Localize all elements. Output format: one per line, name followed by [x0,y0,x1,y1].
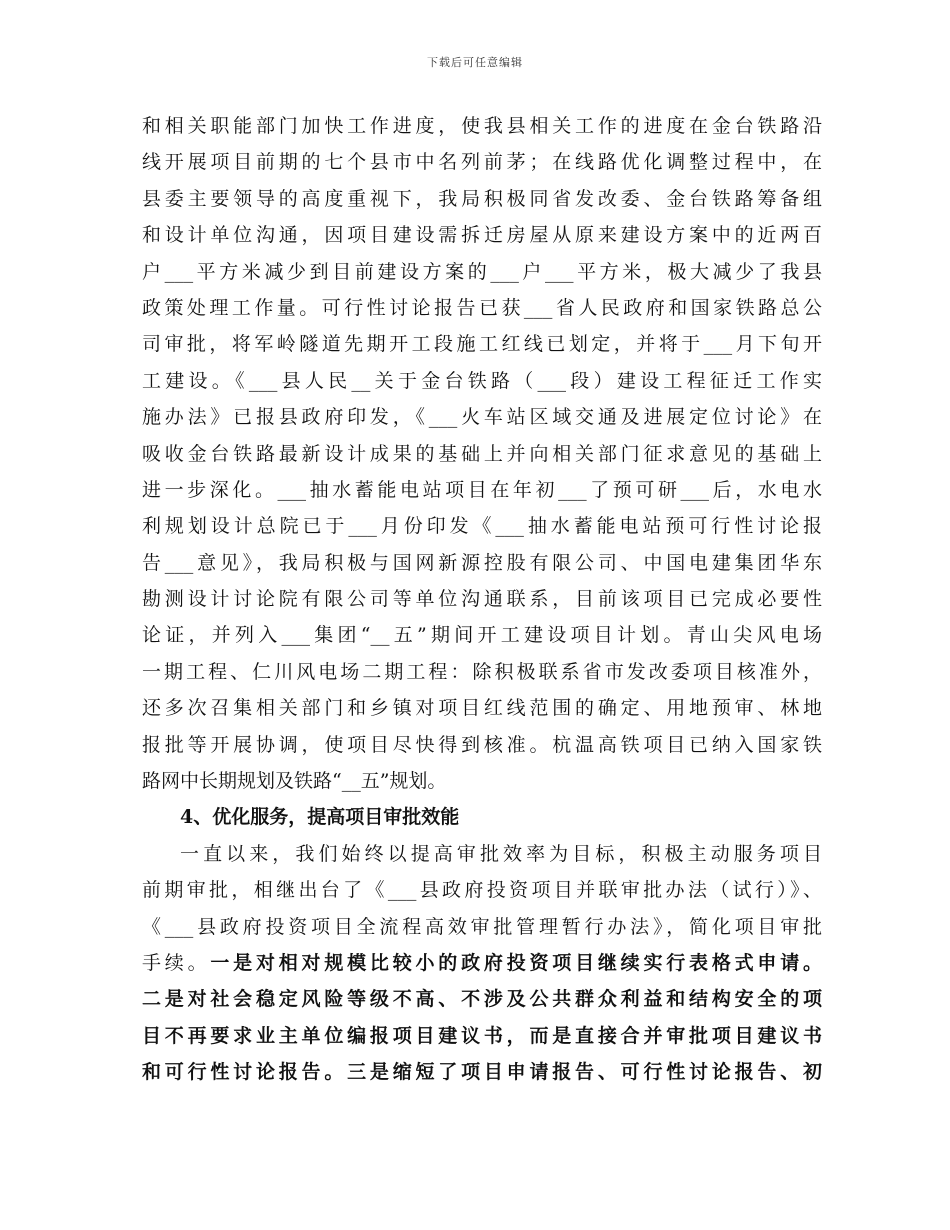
text-line: 和相关职能部门加快工作进度，使我县相关工作的进度在金台铁路沿 [142,115,822,137]
text-line: 工建设。《___县人民__关于金台铁路（___段）建设工程征迁工作实 [142,369,822,392]
bold-text-line: 二是对社会稳定风险等级不高、不涉及公共群众利益和结构安全的项 [142,988,822,1011]
text-line: 司审批，将军岭隧道先期开工段施工红线已划定，并将于___月下旬开 [142,333,822,356]
text-line: 前期审批，相继出台了《___县政府投资项目并联审批办法（试行）》、 [142,879,822,902]
text-line: 线开展项目前期的七个县市中名列前茅；在线路优化调整过程中，在 [142,151,822,174]
text-line: 和设计单位沟通，因项目建设需拆迁房屋从原来建设方案中的近两百 [142,224,822,247]
text-line: 政策处理工作量。可行性讨论报告已获___省人民政府和国家铁路总公 [142,296,822,319]
text-line: 报批等开展协调，使项目尽快得到核准。杭温高铁项目已纳入国家铁 [142,733,822,756]
text-line: 户___平方米减少到目前建设方案的___户___平方米，极大减少了我县 [142,260,822,283]
page-header: 下载后可任意编辑 [427,56,523,69]
text-line: 利规划设计总院已于___月份印发《___抽水蓄能电站预可行性讨论报 [142,515,822,538]
bold-text-line: 目不再要求业主单位编报项目建议书，而是直接合并审批项目建议书 [142,1024,822,1047]
text-segment: 手续。 [142,951,211,974]
text-line: 一期工程、仁川风电场二期工程：除积极联系省市发改委项目核准外， [142,660,822,683]
text-line: 《___县政府投资项目全流程高效审批管理暂行办法》，简化项目审批 [142,915,822,938]
text-line: 还多次召集相关部门和乡镇对项目红线范围的确定、用地预审、林地 [142,697,822,720]
text-line: 施办法》已报县政府印发，《___火车站区域交通及进展定位讨论》在 [142,406,822,429]
bold-text-segment: 一是对相对规模比较小的政府投资项目继续实行表格式申请。 [210,951,822,974]
text-line: 路网中长期规划及铁路“__五”规划。 [142,770,447,793]
document-body [142,108,822,1091]
text-line: 一直以来，我们始终以提高审批效率为目标，积极主动服务项目 [180,842,822,865]
text-line: 进一步深化。___抽水蓄能电站项目在年初___了预可研___后，水电水 [142,478,822,501]
text-line: 吸收金台铁路最新设计成果的基础上并向相关部门征求意见的基础上 [142,442,822,465]
text-line: 告___意见》，我局积极与国网新源控股有限公司、中国电建集团华东 [142,551,822,574]
section-heading: 4、优化服务，提高项目审批效能 [180,806,460,829]
paragraph-approval-efficiency [142,836,822,1091]
bold-text-line: 和可行性讨论报告。三是缩短了项目申请报告、可行性讨论报告、初 [142,1061,822,1084]
text-line: 县委主要领导的高度重视下，我局积极同省发改委、金台铁路筹备组 [142,187,822,210]
text-line: 勘测设计讨论院有限公司等单位沟通联系，目前该项目已完成必要性 [142,588,822,611]
text-line [142,945,822,981]
paragraph-railway-projects [142,108,822,799]
text-line: 论证，并列入___集团“__五”期间开工建设项目计划。青山尖风电场 [142,624,822,647]
